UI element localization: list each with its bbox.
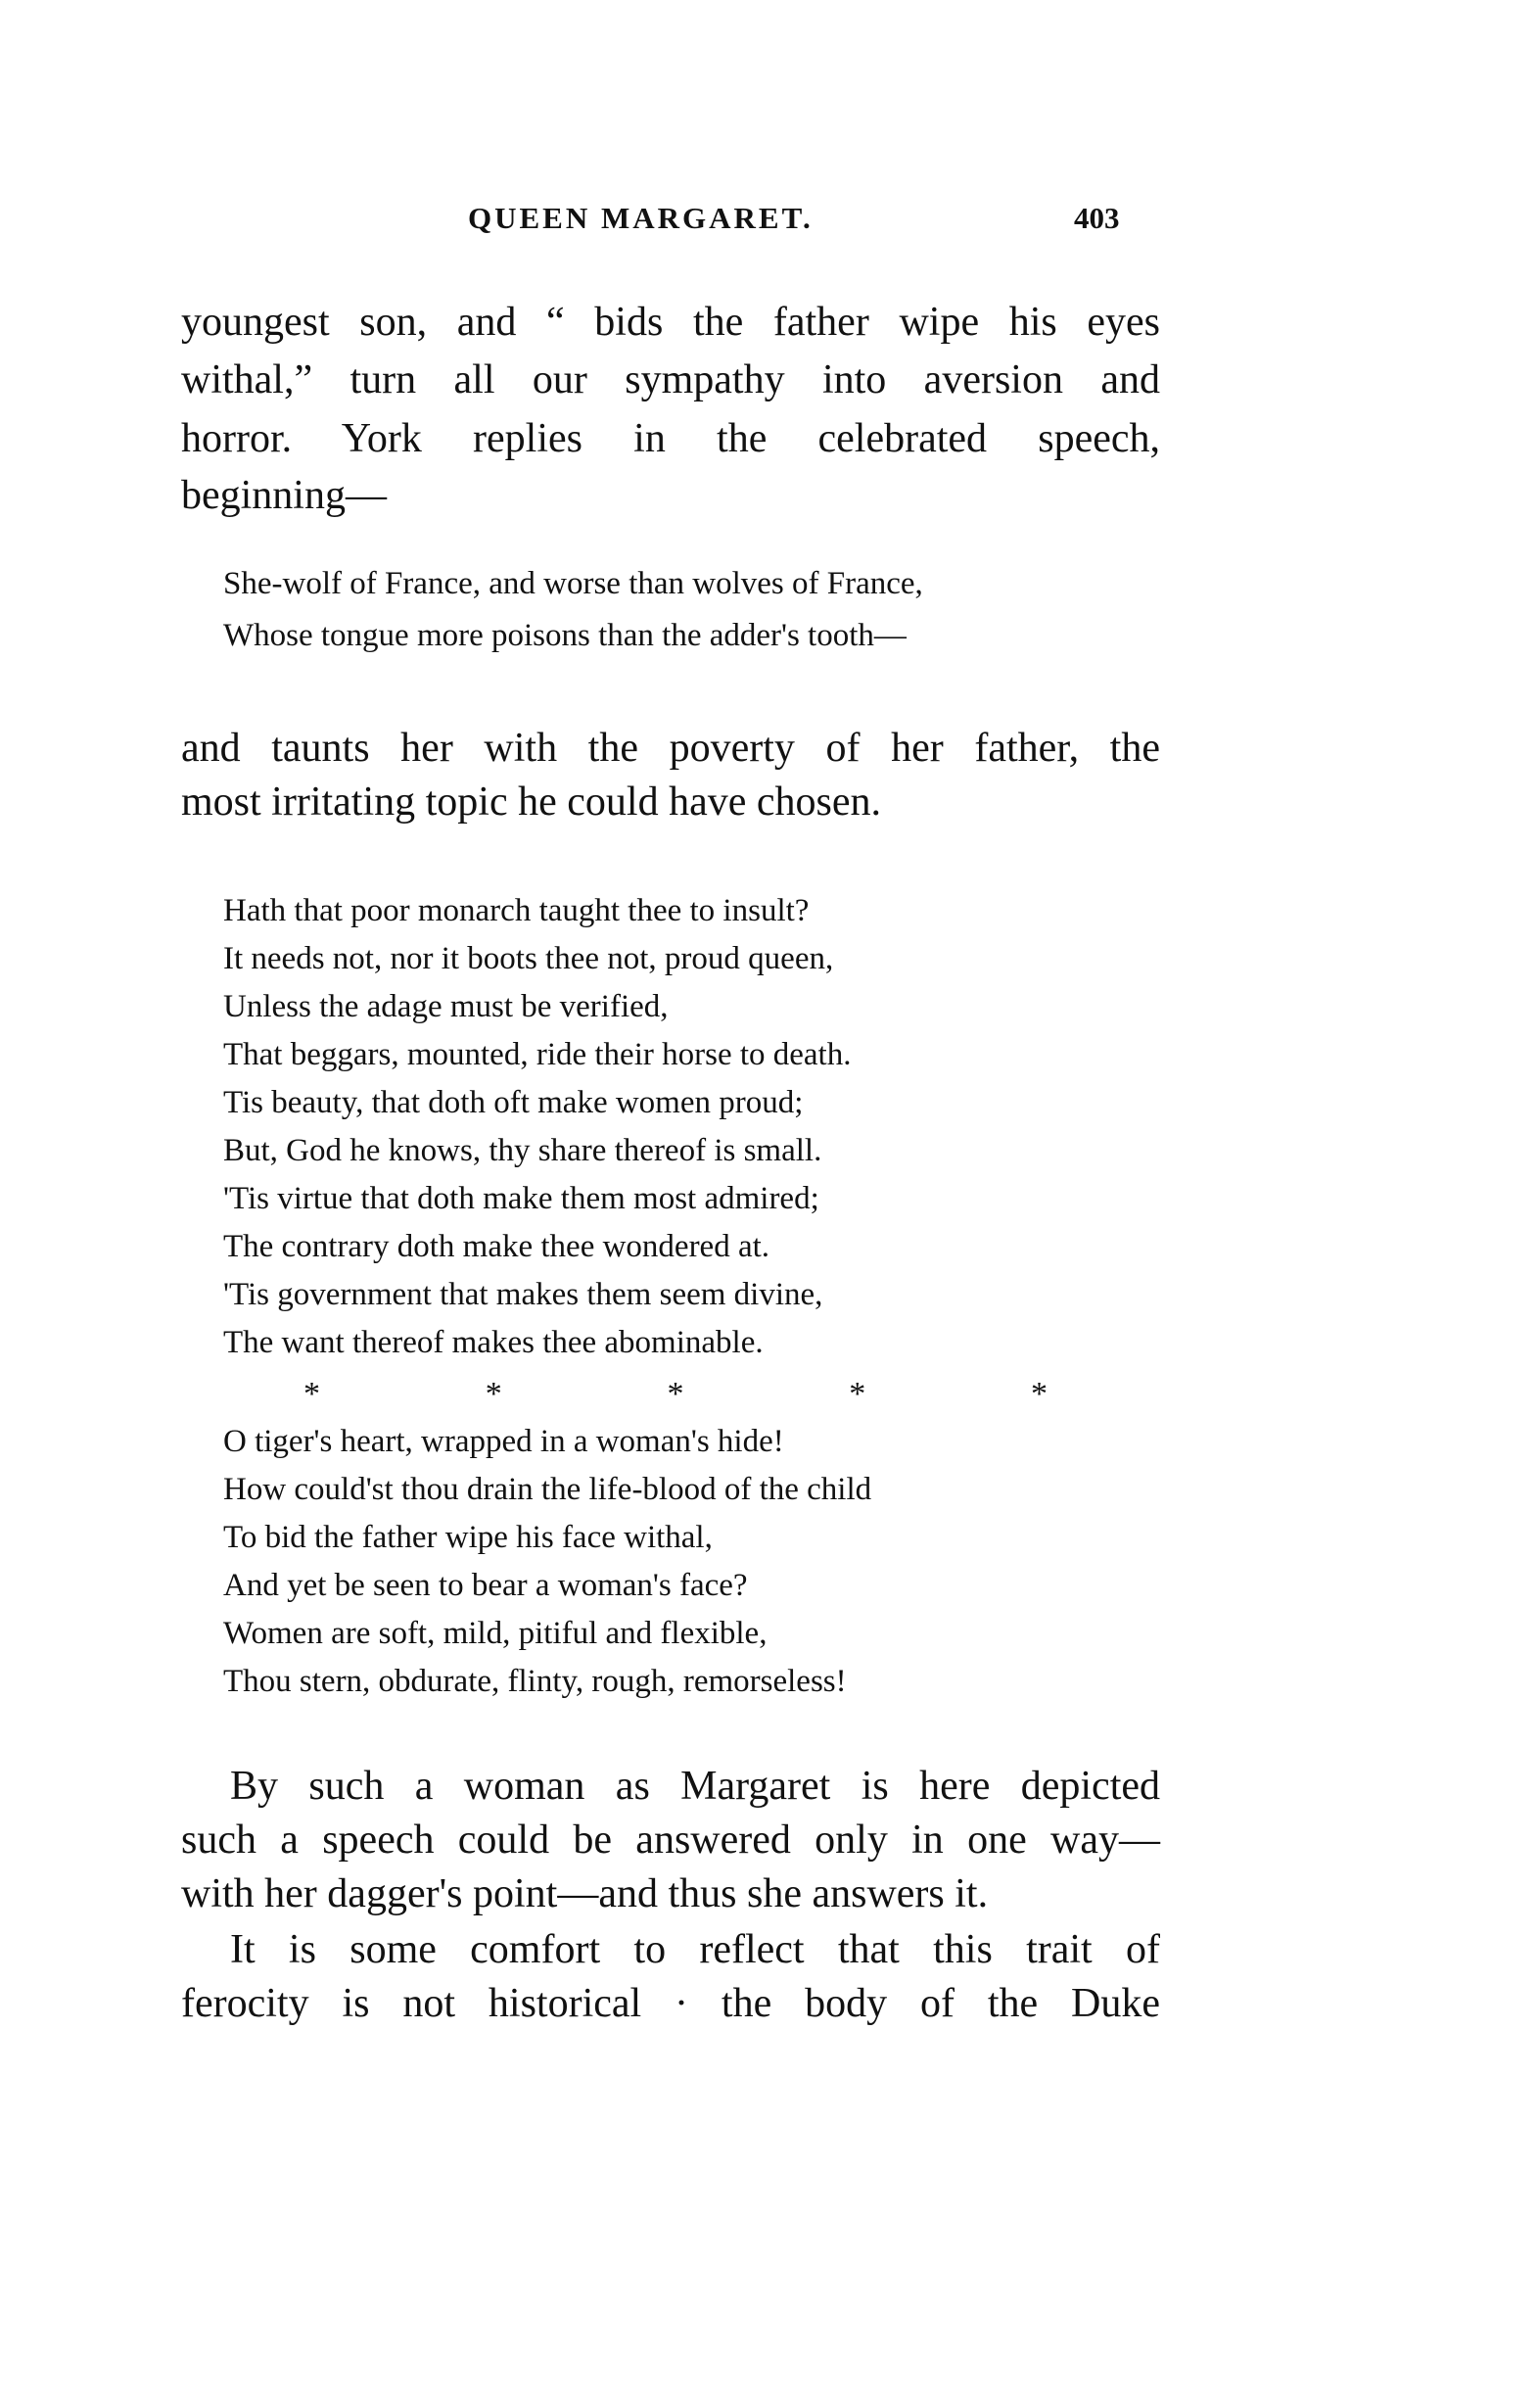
verse-line: To bid the father wipe his face withal, xyxy=(223,1520,713,1555)
star: * xyxy=(849,1376,866,1412)
verse-line: O tiger's heart, wrapped in a woman's hide! xyxy=(223,1424,784,1459)
text-line: such a speech could be answered only in one way— xyxy=(181,1818,1160,1863)
verse-line: Women are soft, mild, pitiful and flexible, xyxy=(223,1616,768,1651)
text-line: By such a woman as Margaret is here depicted xyxy=(230,1764,1160,1809)
text-line: horror. York replies in the celebrated speech, xyxy=(181,416,1160,461)
verse-line: That beggars, mounted, ride their horse to death. xyxy=(223,1037,852,1072)
verse-line: Tis beauty, that doth oft make women proud; xyxy=(223,1085,804,1120)
star: * xyxy=(485,1376,502,1412)
verse-line: 'Tis government that makes them seem divine, xyxy=(223,1277,823,1312)
text-line: and taunts her with the poverty of her father, the xyxy=(181,726,1160,771)
text-line: with her dagger's point—and thus she answers it. xyxy=(181,1871,989,1916)
text-line: ferocity is not historical · the body of the Duke xyxy=(181,1981,1160,2026)
verse-line: How could'st thou drain the life-blood of the child xyxy=(223,1472,872,1507)
text-line: youngest son, and “ bids the father wipe his eyes xyxy=(181,300,1160,345)
star: * xyxy=(1031,1376,1048,1412)
verse-line: Thou stern, obdurate, flinty, rough, remorseless! xyxy=(223,1664,847,1699)
verse-line: But, God he knows, thy share thereof is small. xyxy=(223,1133,822,1168)
verse-line: 'Tis virtue that doth make them most admired; xyxy=(223,1181,819,1216)
running-title: QUEEN MARGARET. xyxy=(468,201,814,235)
text-line: beginning— xyxy=(181,473,387,518)
verse-line: And yet be seen to bear a woman's face? xyxy=(223,1568,748,1603)
verse-line: Whose tongue more poisons than the adder's tooth— xyxy=(223,618,907,653)
verse-line: The want thereof makes thee abominable. xyxy=(223,1325,764,1360)
verse-line: Hath that poor monarch taught thee to insult? xyxy=(223,893,810,928)
text-line: most irritating topic he could have chosen. xyxy=(181,779,881,825)
verse-line: It needs not, nor it boots thee not, proud queen, xyxy=(223,941,834,976)
verse-line: The contrary doth make thee wondered at. xyxy=(223,1229,770,1264)
star: * xyxy=(303,1376,320,1412)
page-number: 403 xyxy=(1074,201,1120,235)
verse-line: She-wolf of France, and worse than wolves of France, xyxy=(223,566,923,601)
ellipsis-stars xyxy=(303,1376,1048,1413)
text-line: It is some comfort to reflect that this trait of xyxy=(230,1927,1160,1972)
star: * xyxy=(667,1376,684,1412)
verse-line: Unless the adage must be verified, xyxy=(223,989,669,1024)
text-line: withal,” turn all our sympathy into aversion and xyxy=(181,357,1160,402)
